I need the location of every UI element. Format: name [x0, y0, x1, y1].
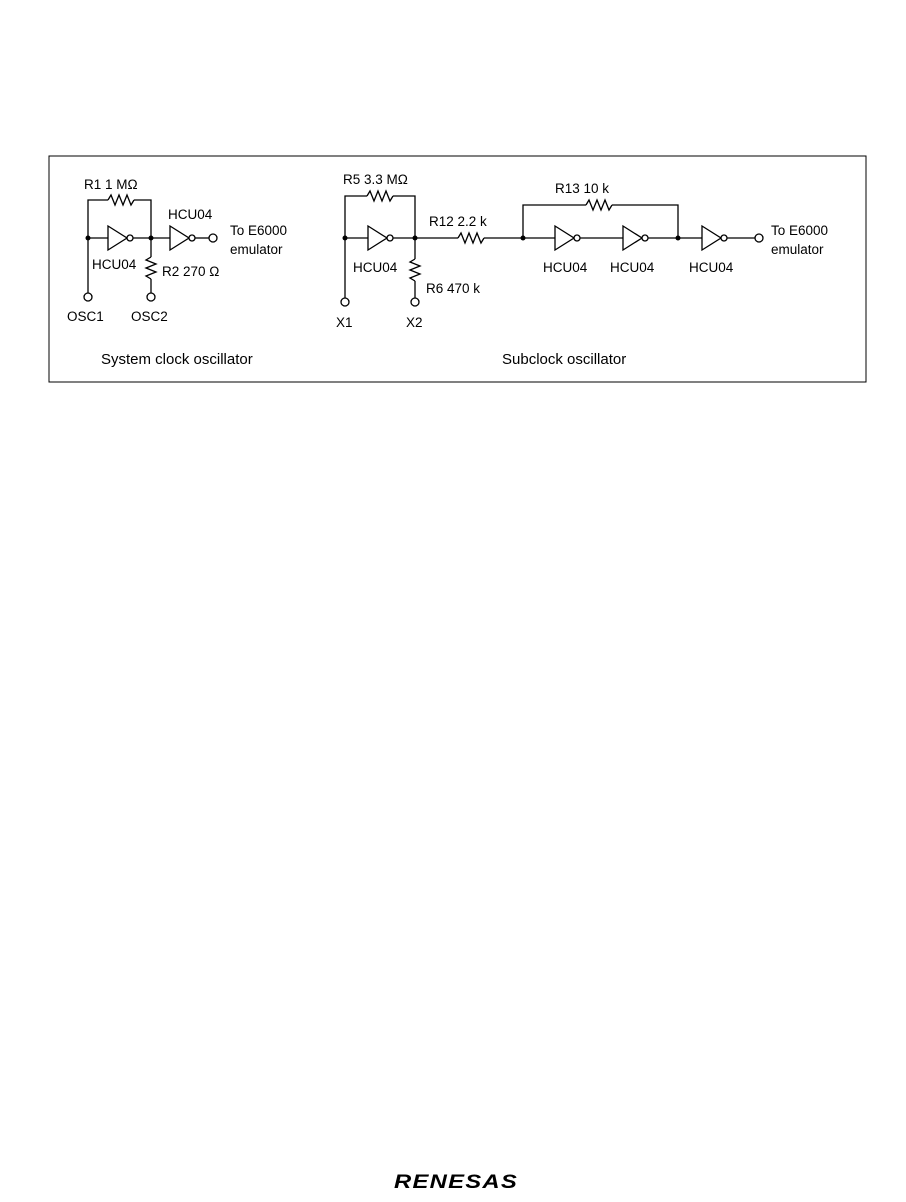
system-clock-caption: System clock oscillator	[101, 351, 253, 368]
sub-inverter-4-label: HCU04	[689, 260, 734, 275]
r5-resistor	[367, 191, 393, 201]
r2-label: R2 270 Ω	[162, 264, 220, 279]
r13-resistor	[586, 200, 612, 210]
r1-label: R1 1 MΩ	[84, 177, 138, 192]
osc2-label: OSC2	[131, 309, 168, 324]
osc2-terminal	[147, 293, 155, 301]
output-label-line2: emulator	[230, 242, 283, 257]
x2-label: X2	[406, 315, 423, 330]
r6-label: R6 470 k	[426, 281, 481, 296]
r2-resistor	[146, 257, 156, 279]
r12-resistor	[458, 233, 484, 243]
sub-inverter-1-label: HCU04	[353, 260, 398, 275]
sub-output-terminal	[755, 234, 763, 242]
osc1-label: OSC1	[67, 309, 104, 324]
subclock-oscillator	[336, 172, 828, 368]
sub-inverter-1	[368, 226, 387, 250]
r5-label: R5 3.3 MΩ	[343, 172, 408, 187]
output-label: To E6000	[230, 223, 288, 238]
r12-label: R12 2.2 k	[429, 214, 487, 229]
oscillator-circuit-figure	[0, 0, 906, 420]
inverter-2-label: HCU04	[168, 207, 213, 222]
osc1-terminal	[84, 293, 92, 301]
sub-inverter-3-label: HCU04	[610, 260, 655, 275]
renesas-logo-text: RENESAS	[394, 1172, 518, 1192]
x2-terminal	[411, 298, 419, 306]
sub-inverter-2-label: HCU04	[543, 260, 588, 275]
r6-resistor	[410, 259, 420, 281]
sub-inverter-2	[555, 226, 574, 250]
x1-terminal	[341, 298, 349, 306]
system-clock-oscillator	[67, 177, 287, 368]
sub-output-label: To E6000	[771, 223, 829, 238]
x1-label: X1	[336, 315, 353, 330]
sub-inverter-4	[702, 226, 721, 250]
sub-output-label-line2: emulator	[771, 242, 824, 257]
sub-inverter-3	[623, 226, 642, 250]
subclock-caption: Subclock oscillator	[502, 351, 627, 368]
inverter-1	[108, 226, 127, 250]
renesas-logo	[392, 1170, 522, 1192]
inverter-1-label: HCU04	[92, 257, 137, 272]
inverter-2	[170, 226, 189, 250]
output-terminal	[209, 234, 217, 242]
r1-resistor	[108, 195, 134, 205]
r13-label: R13 10 k	[555, 181, 610, 196]
